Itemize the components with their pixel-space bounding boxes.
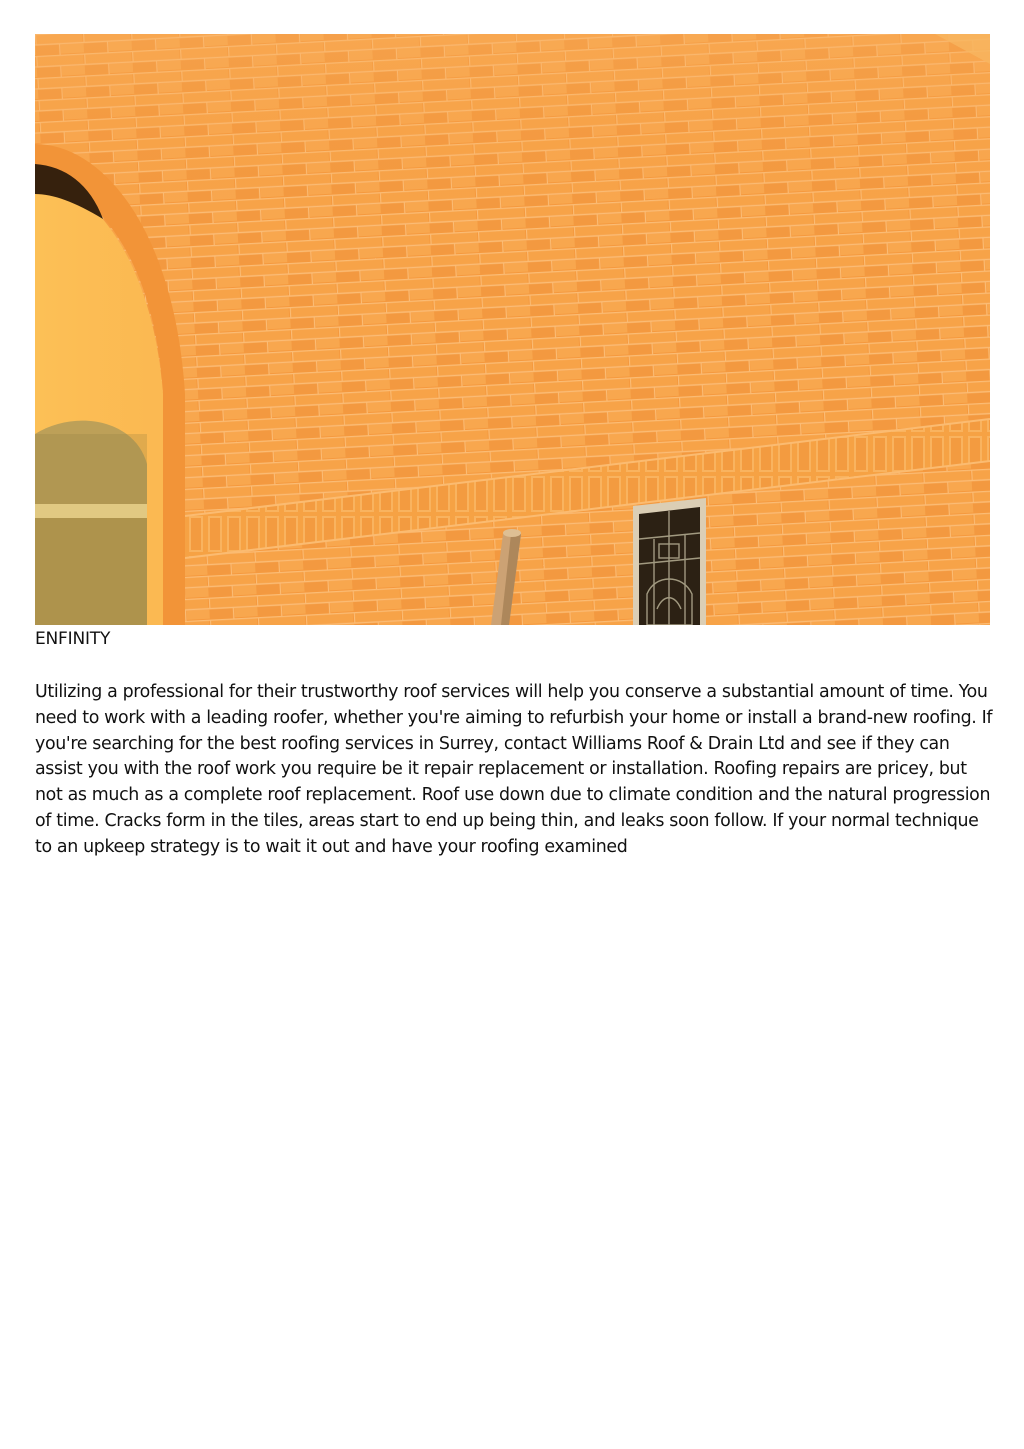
- brick-building-photo: [35, 34, 990, 625]
- article-paragraph: Utilizing a professional for their trustworthy roof services will help you conserve a substantial amount of time. You need to work with a leading roofer, whether you're aiming to refurbish your home or install a brand-new roofing. If you're searching for the best roofing services in Surrey, contact Williams Roof & Drain Ltd and see if they can assist you with the roof work you require be it repair replacement or installation. Roofing repairs are pricey, but not as much as a complete roof replacement. Roof use down due to climate condition and the natural progression of time. Cracks form in the tiles, areas start to end up being thin, and leaks soon follow. If your normal technique to an upkeep strategy is to wait it out and have your roofing examined: [35, 682, 993, 857]
- brick-wall-image: [35, 34, 990, 625]
- image-caption: ENFINITY: [35, 629, 111, 649]
